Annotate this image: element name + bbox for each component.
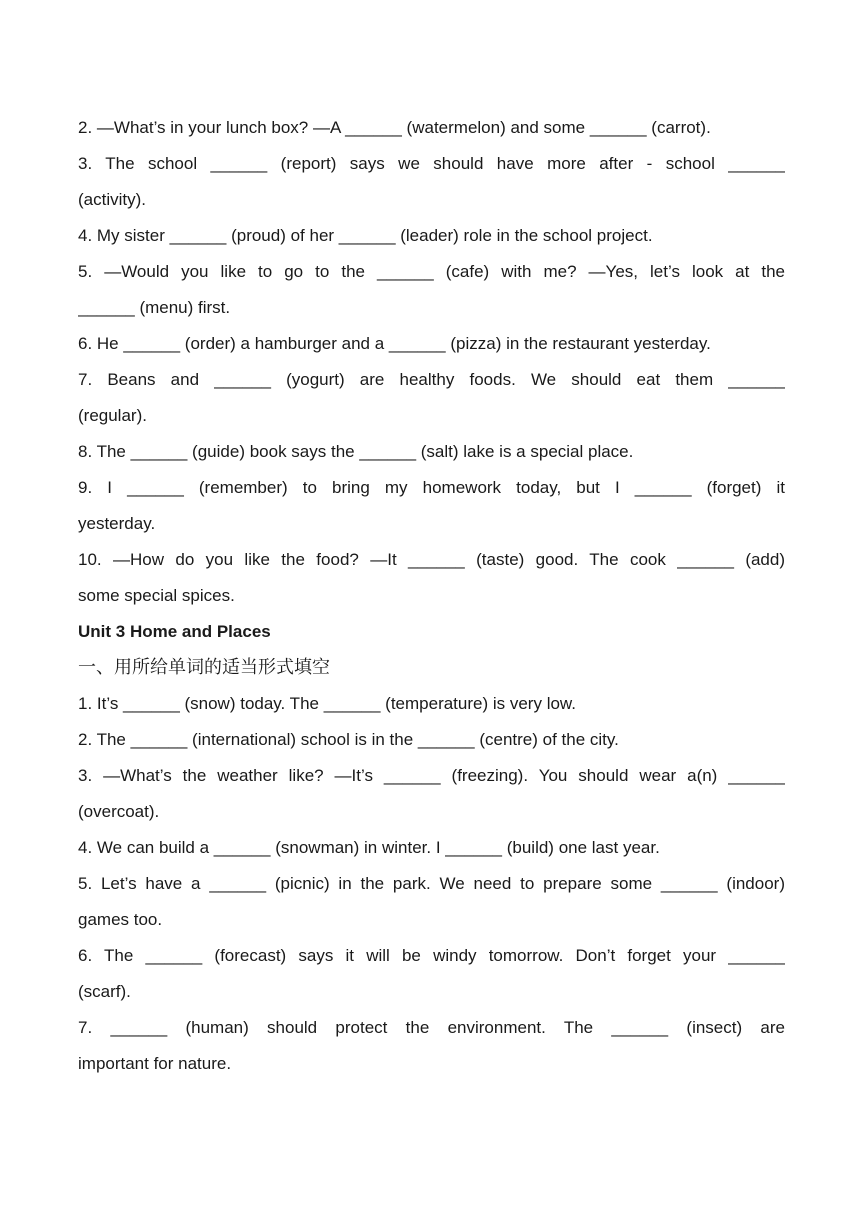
exercise-line: (scarf). <box>78 982 131 1001</box>
exercise-line: some special spices. <box>78 586 235 605</box>
section-instruction: 一、用所给单词的适当形式填空 <box>78 657 330 678</box>
exercise-line: 3. —What’s the weather like? —It’s ______ (freezing). You should wear a(n) ______ <box>78 766 785 785</box>
exercise-line: 10. —How do you like the food? —It ______ (taste) good. The cook ______ (add) <box>78 550 785 569</box>
exercise-line: (activity). <box>78 190 146 209</box>
exercise-line: 3. The school ______ (report) says we should have more after - school ______ <box>78 154 785 173</box>
unit-heading: Unit 3 Home and Places <box>78 622 271 641</box>
exercise-line: (overcoat). <box>78 802 160 821</box>
exercise-line: 9. I ______ (remember) to bring my homework today, but I ______ (forget) it <box>78 478 785 497</box>
exercise-line: 4. We can build a ______ (snowman) in winter. I ______ (build) one last year. <box>78 838 660 857</box>
exercise-line: 2. The ______ (international) school is in the ______ (centre) of the city. <box>78 730 619 749</box>
exercise-line: 4. My sister ______ (proud) of her ______ (leader) role in the school project. <box>78 226 653 245</box>
document-page <box>78 110 785 1082</box>
exercise-line: 1. It’s ______ (snow) today. The ______ (temperature) is very low. <box>78 694 576 713</box>
exercise-line: 6. The ______ (forecast) says it will be windy tomorrow. Don’t forget your ______ <box>78 946 785 965</box>
exercise-line: 7. Beans and ______ (yogurt) are healthy foods. We should eat them ______ <box>78 370 785 389</box>
exercise-line: ______ (menu) first. <box>78 298 231 317</box>
exercise-line: (regular). <box>78 406 147 425</box>
exercise-line: 7. ______ (human) should protect the environment. The ______ (insect) are <box>78 1018 785 1037</box>
exercise-line: 8. The ______ (guide) book says the ______ (salt) lake is a special place. <box>78 442 634 461</box>
exercise-line: important for nature. <box>78 1054 232 1073</box>
exercise-line: games too. <box>78 910 163 929</box>
exercise-line: 5. —Would you like to go to the ______ (cafe) with me? —Yes, let’s look at the <box>78 262 785 281</box>
exercise-line: yesterday. <box>78 514 156 533</box>
exercise-line: 5. Let’s have a ______ (picnic) in the park. We need to prepare some ______ (indoor) <box>78 874 785 893</box>
exercise-line: 2. —What’s in your lunch box? —A ______ (watermelon) and some ______ (carrot). <box>78 118 711 137</box>
exercise-line: 6. He ______ (order) a hamburger and a ______ (pizza) in the restaurant yesterday. <box>78 334 711 353</box>
